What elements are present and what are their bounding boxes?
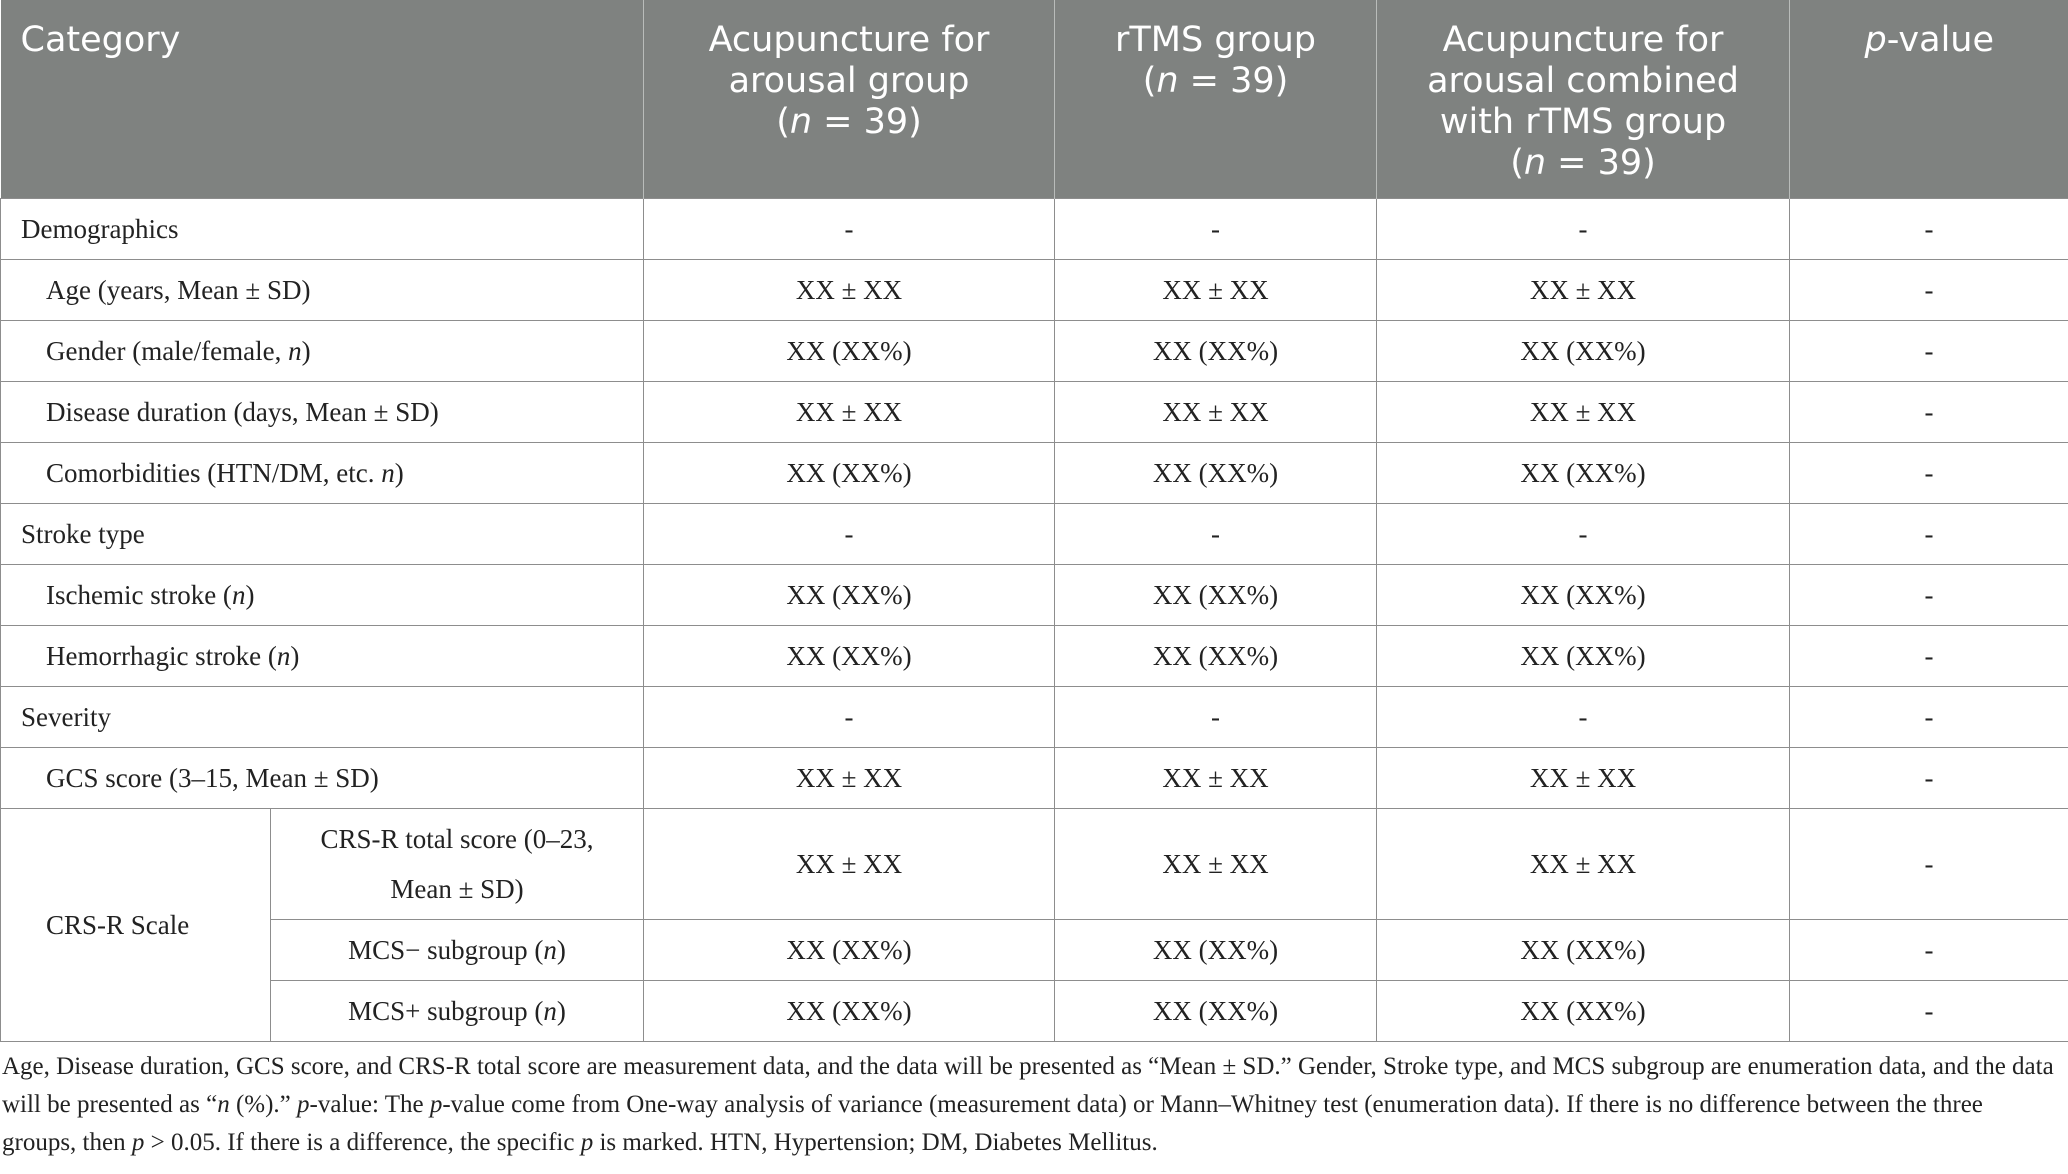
header-n-formatted: (n = 39) (776, 102, 922, 142)
value-cell: XX (XX%) (1055, 443, 1377, 504)
row-label: GCS score (3–15, Mean ± SD) (1, 748, 644, 809)
p-value-cell: - (1790, 504, 2068, 565)
value-cell: XX ± XX (1377, 809, 1790, 920)
p-value-cell: - (1790, 687, 2068, 748)
row-label: Comorbidities (HTN/DM, etc. n) (1, 443, 644, 504)
crs-subrow-label: CRS-R total score (0–23, Mean ± SD) (271, 809, 644, 920)
value-cell: XX (XX%) (1377, 443, 1790, 504)
header-n-formatted: (n = 39) (1142, 61, 1289, 101)
footnote-text: Age, Disease duration, GCS score, and CRS-R total score are measurement data, and the data will be presented as “Mean ± SD.” Gender, Stroke type, and MCS subgroup are enumeration data, and the data will be presented as “n (%).” p-value: The p-value come from One-way analysis of variance (measurement data) or Mann–Whitney test (enumeration data). If there is no difference between the three groups, then p > 0.05. If there is a difference, the specific p is marked. HTN, Hypertension; DM, Diabetes Mellitus. (2, 1053, 2054, 1156)
value-cell: - (1055, 504, 1377, 565)
table-row (1, 748, 2068, 809)
table-row (1, 920, 2068, 981)
value-cell: - (1055, 199, 1377, 260)
value-cell: XX (XX%) (644, 920, 1055, 981)
value-cell: XX ± XX (1055, 748, 1377, 809)
value-cell: XX ± XX (1377, 748, 1790, 809)
value-cell: XX ± XX (644, 382, 1055, 443)
value-cell: XX (XX%) (1055, 626, 1377, 687)
p-value-cell: - (1790, 321, 2068, 382)
header-n-formatted: (n = 39) (1510, 143, 1656, 183)
value-cell: - (1377, 199, 1790, 260)
table-row (1, 626, 2068, 687)
value-cell: - (1377, 687, 1790, 748)
header-row (1, 0, 2068, 199)
value-cell: XX ± XX (1055, 809, 1377, 920)
value-cell: XX (XX%) (644, 981, 1055, 1042)
p-value-cell: - (1790, 809, 2068, 920)
value-cell: XX (XX%) (644, 321, 1055, 382)
header-rtms-group: rTMS group (n = 39) (1055, 0, 1377, 199)
p-value-cell: - (1790, 260, 2068, 321)
p-value-cell: - (1790, 626, 2068, 687)
table-row (1, 443, 2068, 504)
table-row (1, 321, 2068, 382)
value-cell: XX (XX%) (1055, 565, 1377, 626)
p-value-cell: - (1790, 981, 2068, 1042)
p-value-cell: - (1790, 748, 2068, 809)
value-cell: XX ± XX (1377, 382, 1790, 443)
table-row (1, 809, 2068, 920)
crs-subrow-label: MCS+ subgroup (n) (271, 981, 644, 1042)
table-footnote (2, 1048, 2058, 1162)
value-cell: - (1055, 687, 1377, 748)
section-label: Demographics (1, 199, 644, 260)
value-cell: XX (XX%) (1055, 981, 1377, 1042)
table-row (1, 504, 2068, 565)
value-cell: XX (XX%) (1377, 981, 1790, 1042)
value-cell: XX (XX%) (644, 565, 1055, 626)
value-cell: - (1377, 504, 1790, 565)
table-row (1, 199, 2068, 260)
row-label: Disease duration (days, Mean ± SD) (1, 382, 644, 443)
p-value-cell: - (1790, 443, 2068, 504)
header-category: Category (1, 0, 644, 199)
header-combined-group: Acupuncture for arousal combined with rTMS group (n = 39) (1377, 0, 1790, 199)
header-p-value: p-value (1790, 0, 2068, 199)
p-value-cell: - (1790, 920, 2068, 981)
row-label: Age (years, Mean ± SD) (1, 260, 644, 321)
value-cell: XX (XX%) (1377, 920, 1790, 981)
row-label: Gender (male/female, n) (1, 321, 644, 382)
row-label: Hemorrhagic stroke (n) (1, 626, 644, 687)
crs-r-scale-label: CRS-R Scale (1, 809, 271, 1042)
value-cell: XX ± XX (1377, 260, 1790, 321)
value-cell: XX (XX%) (644, 443, 1055, 504)
table-row (1, 382, 2068, 443)
value-cell: XX ± XX (644, 260, 1055, 321)
p-value-cell: - (1790, 382, 2068, 443)
table-row (1, 981, 2068, 1042)
value-cell: XX ± XX (1055, 260, 1377, 321)
value-cell: - (644, 504, 1055, 565)
section-label: Severity (1, 687, 644, 748)
value-cell: - (644, 687, 1055, 748)
table-row (1, 565, 2068, 626)
header-acupuncture-group: Acupuncture for arousal group (n = 39) (644, 0, 1055, 199)
value-cell: XX ± XX (644, 748, 1055, 809)
crs-subrow-label: MCS− subgroup (n) (271, 920, 644, 981)
table-row (1, 260, 2068, 321)
value-cell: XX (XX%) (1055, 321, 1377, 382)
value-cell: XX (XX%) (1377, 565, 1790, 626)
p-value-cell: - (1790, 565, 2068, 626)
p-value-cell: - (1790, 199, 2068, 260)
value-cell: XX (XX%) (1055, 920, 1377, 981)
table-body (1, 199, 2068, 1042)
value-cell: XX ± XX (1055, 382, 1377, 443)
value-cell: XX ± XX (644, 809, 1055, 920)
table-row (1, 687, 2068, 748)
value-cell: - (644, 199, 1055, 260)
value-cell: XX (XX%) (1377, 321, 1790, 382)
value-cell: XX (XX%) (1377, 626, 1790, 687)
value-cell: XX (XX%) (644, 626, 1055, 687)
row-label: Ischemic stroke (n) (1, 565, 644, 626)
section-label: Stroke type (1, 504, 644, 565)
